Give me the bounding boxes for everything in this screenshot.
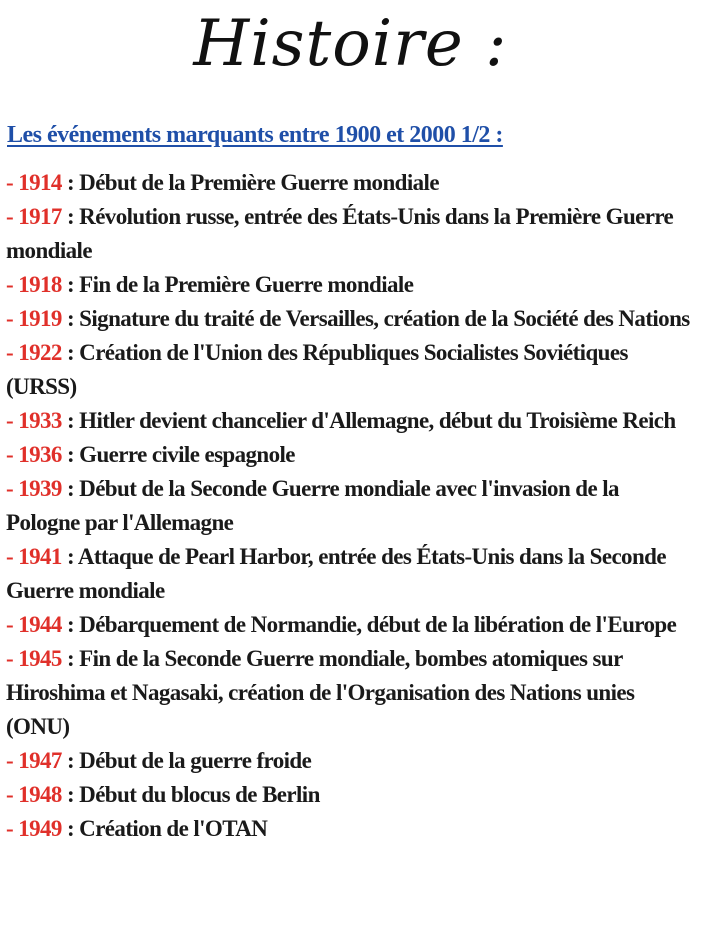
list-item xyxy=(6,200,696,268)
bullet-dash: - xyxy=(6,612,19,637)
event-description: : Fin de la Seconde Guerre mondiale, bombes atomiques sur Hiroshima et Nagasaki, création de l'Organisation des Nations unies (ONU) xyxy=(6,646,635,739)
list-item xyxy=(6,438,696,472)
list-item xyxy=(6,642,696,744)
list-item xyxy=(6,778,696,812)
event-description: : Débarquement de Normandie, début de la libération de l'Europe xyxy=(61,612,677,637)
event-description: : Attaque de Pearl Harbor, entrée des États-Unis dans la Seconde Guerre mondiale xyxy=(6,544,666,603)
bullet-dash: - xyxy=(6,442,19,467)
event-year: 1941 xyxy=(18,544,62,569)
event-year: 1947 xyxy=(18,748,62,773)
event-year: 1936 xyxy=(18,442,62,467)
event-description: : Révolution russe, entrée des États-Unis dans la Première Guerre mondiale xyxy=(6,204,674,263)
list-item xyxy=(6,472,696,540)
list-item xyxy=(6,608,696,642)
events-list xyxy=(6,166,696,846)
list-item xyxy=(6,744,696,778)
event-description: : Guerre civile espagnole xyxy=(61,442,295,467)
event-year: 1945 xyxy=(18,646,62,671)
event-year: 1914 xyxy=(18,170,62,195)
event-year: 1922 xyxy=(18,340,62,365)
event-year: 1917 xyxy=(18,204,62,229)
bullet-dash: - xyxy=(6,340,19,365)
bullet-dash: - xyxy=(6,782,19,807)
event-year: 1948 xyxy=(18,782,62,807)
event-description: : Début de la Première Guerre mondiale xyxy=(61,170,439,195)
section-subtitle: Les événements marquants entre 1900 et 2000 1/2 : xyxy=(7,122,503,148)
bullet-dash: - xyxy=(6,306,19,331)
bullet-dash: - xyxy=(6,204,19,229)
list-item xyxy=(6,812,696,846)
event-year: 1944 xyxy=(18,612,62,637)
event-description: : Création de l'Union des Républiques Socialistes Soviétiques (URSS) xyxy=(6,340,628,399)
event-description: : Fin de la Première Guerre mondiale xyxy=(61,272,414,297)
page-title: Histoire : xyxy=(193,7,508,81)
list-item xyxy=(6,302,696,336)
bullet-dash: - xyxy=(6,646,19,671)
event-description: : Début de la Seconde Guerre mondiale avec l'invasion de la Pologne par l'Allemagne xyxy=(6,476,619,535)
list-item xyxy=(6,166,696,200)
bullet-dash: - xyxy=(6,272,19,297)
event-year: 1918 xyxy=(18,272,62,297)
event-description: : Création de l'OTAN xyxy=(61,816,268,841)
list-item xyxy=(6,540,696,608)
list-item xyxy=(6,404,696,438)
bullet-dash: - xyxy=(6,476,19,501)
event-year: 1933 xyxy=(18,408,62,433)
event-description: : Début du blocus de Berlin xyxy=(61,782,320,807)
list-item xyxy=(6,268,696,302)
event-description: : Début de la guerre froide xyxy=(61,748,312,773)
event-year: 1919 xyxy=(18,306,62,331)
event-year: 1949 xyxy=(18,816,62,841)
event-year: 1939 xyxy=(18,476,62,501)
event-description: : Signature du traité de Versailles, création de la Société des Nations xyxy=(61,306,690,331)
event-description: : Hitler devient chancelier d'Allemagne, début du Troisième Reich xyxy=(61,408,676,433)
bullet-dash: - xyxy=(6,816,19,841)
bullet-dash: - xyxy=(6,748,19,773)
bullet-dash: - xyxy=(6,544,19,569)
bullet-dash: - xyxy=(6,408,19,433)
list-item xyxy=(6,336,696,404)
bullet-dash: - xyxy=(6,170,19,195)
